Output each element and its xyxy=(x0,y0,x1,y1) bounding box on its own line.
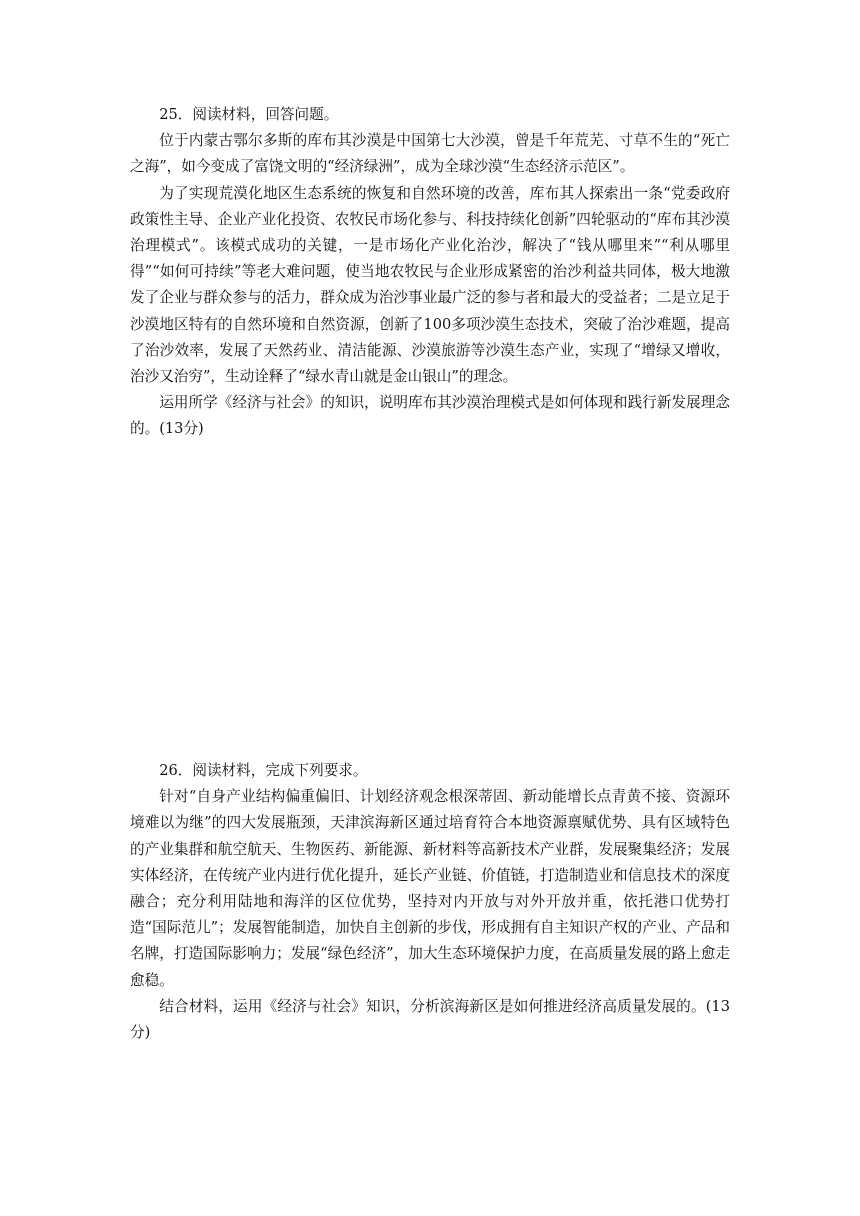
question-25-material-intro: 位于内蒙古鄂尔多斯的库布其沙漠是中国第七大沙漠，曾是千年荒芜、寸草不生的“死亡之海”，如今变成了富饶文明的“经济绿洲”，成为全球沙漠“生态经济示范区”。 xyxy=(130,132,730,176)
question-25 xyxy=(130,102,730,443)
question-25-material-body: 为了实现荒漠化地区生态系统的恢复和自然环境的改善，库布其人探索出一条“党委政府政策性主导、企业产业化投资、农牧民市场化参与、科技持续化创新”四轮驱动的“库布其沙漠治理模式”。该模式成功的关键，一是市场化产业化治沙，解决了“钱从哪里来”“利从哪里得”“如何可持续”等老大难问题，使当地农牧民与企业形成紧密的治沙利益共同体，极大地激发了企业与群众参与的活力，群众成为治沙事业最广泛的参与者和最大的受益者；二是立足于沙漠地区特有的自然环境和自然资源，创新了100多项沙漠生态技术，突破了治沙难题，提高了治沙效率，发展了天然药业、清洁能源、沙漠旅游等沙漠生态产业，实现了“增绿又增收，治沙又治穷”，生动诠释了“绿水青山就是金山银山”的理念。 xyxy=(130,184,730,386)
question-26-heading: 26．阅读材料，完成下列要求。 xyxy=(159,762,368,779)
question-25-prompt: 运用所学《经济与社会》的知识，说明库布其沙漠治理模式是如何体现和践行新发展理念的。(13分) xyxy=(130,394,730,438)
question-25-heading: 25．阅读材料，回答问题。 xyxy=(159,106,339,123)
question-26 xyxy=(130,758,730,1046)
question-26-material: 针对“自身产业结构偏重偏旧、计划经济观念根深蒂固、新动能增长点青黄不接、资源环境难以为继”的四大发展瓶颈，天津滨海新区通过培育符合本地资源禀赋优势、具有区域特色的产业集群和航空航天、生物医药、新能源、新材料等高新技术产业群，发展聚集经济；发展实体经济，在传统产业内进行优化提升，延长产业链、价值链，打造制造业和信息技术的深度融合；充分利用陆地和海洋的区位优势，坚持对内开放与对外开放并重，依托港口优势打造“国际范儿”；发展智能制造，加快自主创新的步伐，形成拥有自主知识产权的产业、产品和名牌，打造国际影响力；发展“绿色经济”，加大生态环境保护力度，在高质量发展的路上愈走愈稳。 xyxy=(130,788,730,989)
question-26-prompt: 结合材料，运用《经济与社会》知识，分析滨海新区是如何推进经济高质量发展的。(13分) xyxy=(130,997,730,1042)
